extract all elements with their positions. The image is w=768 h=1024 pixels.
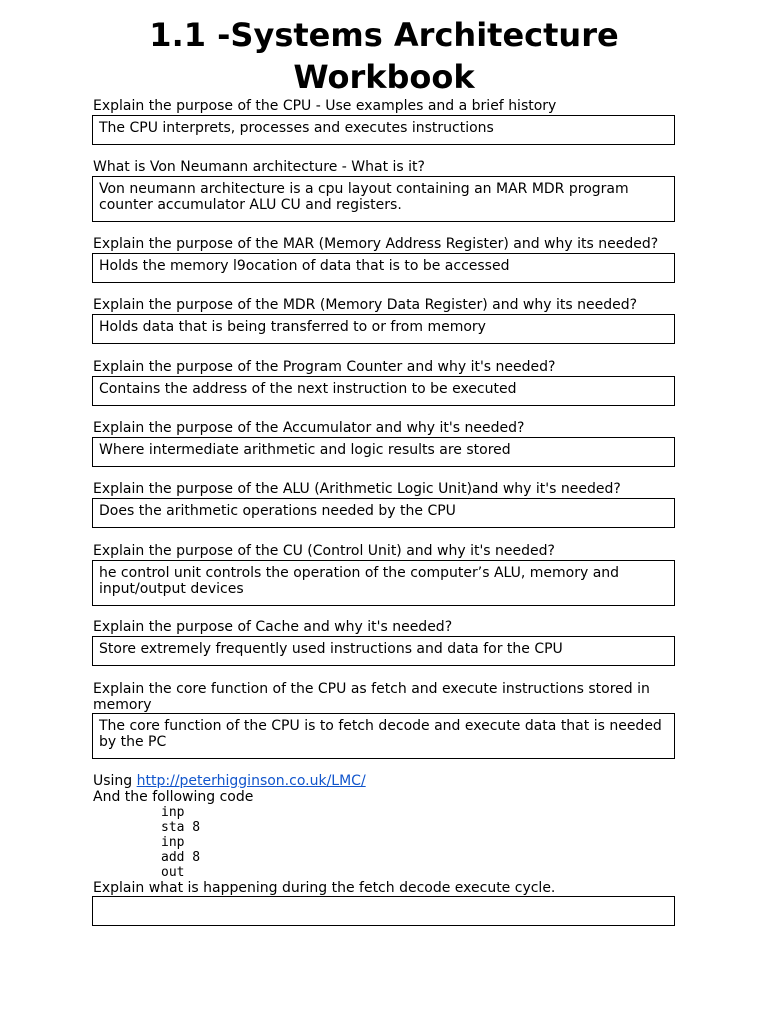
page-title: 1.1 -Systems Architecture Workbook	[149, 16, 619, 96]
lmc-using-line	[93, 773, 678, 789]
code-line: add 8	[161, 850, 201, 865]
lmc-using-label: Using	[93, 773, 137, 789]
answer-fetch-decode-execute[interactable]	[92, 896, 675, 926]
question-von-neumann: What is Von Neumann architecture - What is it?	[93, 159, 425, 175]
lmc-section	[93, 773, 678, 896]
answer-accumulator[interactable]: Where intermediate arithmetic and logic results are stored	[92, 437, 675, 467]
answer-alu[interactable]: Does the arithmetic operations needed by the CPU	[92, 498, 675, 528]
question-accumulator: Explain the purpose of the Accumulator and why it's needed?	[93, 420, 525, 436]
answer-mdr[interactable]: Holds data that is being transferred to or from memory	[92, 314, 675, 344]
question-alu: Explain the purpose of the ALU (Arithmetic Logic Unit)and why it's needed?	[93, 481, 621, 497]
answer-von-neumann[interactable]: Von neumann architecture is a cpu layout containing an MAR MDR program counter accumulator ALU CU and registers.	[92, 176, 675, 222]
answer-control-unit[interactable]: he control unit controls the operation of the computer’s ALU, memory and input/output devices	[92, 560, 675, 606]
question-mar: Explain the purpose of the MAR (Memory Address Register) and why its needed?	[93, 236, 659, 252]
answer-mar[interactable]: Holds the memory l9ocation of data that is to be accessed	[92, 253, 675, 283]
question-control-unit: Explain the purpose of the CU (Control Unit) and why it's needed?	[93, 543, 555, 559]
lmc-link[interactable]: http://peterhigginson.co.uk/LMC/	[136, 773, 366, 789]
question-cpu-purpose: Explain the purpose of the CPU - Use examples and a brief history	[93, 98, 557, 114]
code-line: inp	[161, 805, 185, 820]
question-cache: Explain the purpose of Cache and why it's needed?	[93, 619, 453, 635]
answer-cpu-purpose[interactable]: The CPU interprets, processes and executes instructions	[92, 115, 675, 145]
answer-program-counter[interactable]: Contains the address of the next instruction to be executed	[92, 376, 675, 406]
code-line: out	[161, 865, 185, 880]
question-core-function: Explain the core function of the CPU as fetch and execute instructions stored in memory	[93, 681, 650, 713]
code-line: sta 8	[161, 820, 201, 835]
question-mdr: Explain the purpose of the MDR (Memory Data Register) and why its needed?	[93, 297, 638, 313]
answer-cache[interactable]: Store extremely frequently used instructions and data for the CPU	[92, 636, 675, 666]
lmc-following-label: And the following code	[93, 789, 254, 805]
question-fetch-decode-execute: Explain what is happening during the fetch decode execute cycle.	[93, 880, 556, 896]
code-line: inp	[161, 835, 185, 850]
question-program-counter: Explain the purpose of the Program Counter and why it's needed?	[93, 359, 556, 375]
answer-core-function[interactable]: The core function of the CPU is to fetch decode and execute data that is needed by the PC	[92, 713, 675, 759]
